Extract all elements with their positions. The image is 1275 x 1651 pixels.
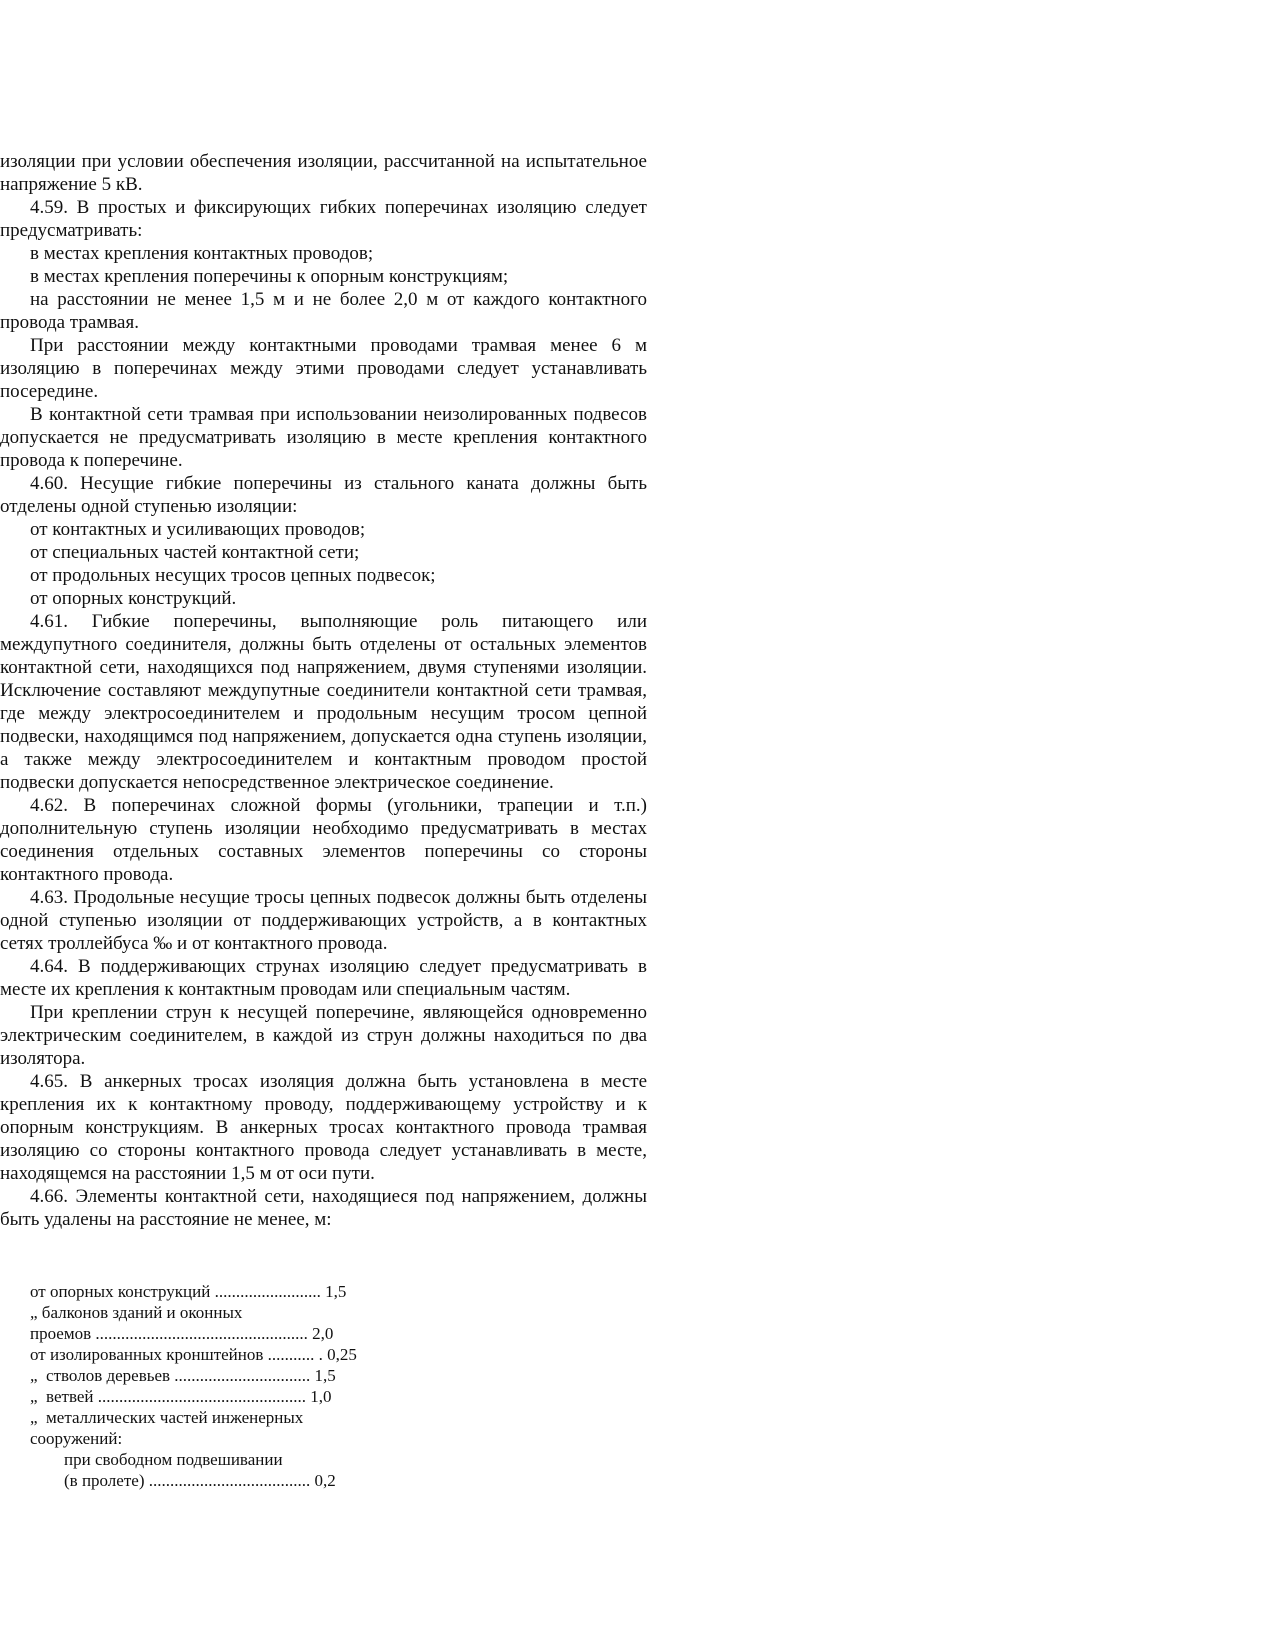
distance-row: от изолированных кронштейнов ........... . 0,25 — [30, 1345, 357, 1364]
paragraph: от контактных и усиливающих проводов; — [30, 519, 366, 540]
paragraph: 4.64. В поддерживающих струнах изоляцию следует предусматривать в месте их крепления к контактным проводам или специальным частям. — [0, 956, 647, 1000]
paragraph: 4.61. Гибкие поперечины, выполняющие роль питающего или междупутного соединителя, должны быть отделены от остальных элементов контактной сети, находящихся под напряжением, двумя ступенями изоляции. Исключение составляют междупутные соединители контактной сети трамвая, где между электросоединителем и продольным несущим тросом цепной подвески, находящимся под напряжением, допускается одна ступень изоляции, а также между электросоединителем и контактным проводом простой подвески допускается непосредственное электрическое соединение. — [0, 611, 647, 793]
distance-row: сооружений: — [30, 1429, 123, 1448]
distance-row: при свободном подвешивании — [64, 1450, 283, 1469]
distance-row: „ балконов зданий и оконных — [30, 1303, 243, 1322]
distance-row: (в пролете) ...................................... 0,2 — [64, 1471, 336, 1490]
paragraph: от опорных конструкций. — [30, 588, 237, 609]
paragraph: от специальных частей контактной сети; — [30, 542, 360, 563]
paragraph: на расстоянии не менее 1,5 м и не более 2,0 м от каждого контактного провода трамвая. — [0, 289, 647, 333]
main-text-column — [0, 150, 647, 1231]
paragraph: 4.65. В анкерных тросах изоляция должна быть установлена в месте крепления их к контактному проводу, поддерживающему устройству и к опорным конструкциям. В анкерных тросах контактного провода трамвая изоляцию со стороны контактного провода следует устанавливать в месте, находящемся на расстоянии 1,5 м от оси пути. — [0, 1071, 647, 1184]
paragraph: При креплении струн к несущей поперечине, являющейся одновременно электрическим соединителем, в каждой из струн должны находиться по два изолятора. — [0, 1002, 647, 1069]
distance-row: „ металлических частей инженерных — [30, 1408, 304, 1427]
paragraph: При расстоянии между контактными проводами трамвая менее 6 м изоляцию в поперечинах между этими проводами следует устанавливать посередине. — [0, 335, 647, 402]
distance-row: проемов .................................................. 2,0 — [30, 1324, 334, 1343]
paragraph: от продольных несущих тросов цепных подвесок; — [30, 565, 436, 586]
paragraph: 4.59. В простых и фиксирующих гибких поперечинах изоляцию следует предусматривать: — [0, 197, 647, 241]
paragraph: 4.62. В поперечинах сложной формы (угольники, трапеции и т.п.) дополнительную ступень изоляции необходимо предусматривать в местах соединения отдельных составных элементов поперечины со стороны контактного провода. — [0, 795, 647, 885]
distance-row: „ стволов деревьев ................................ 1,5 — [30, 1366, 336, 1385]
paragraph: изоляции при условии обеспечения изоляции, рассчитанной на испытательное напряжение 5 кВ. — [0, 151, 647, 195]
distance-list — [30, 1281, 357, 1491]
distance-row: от опорных конструкций ......................... 1,5 — [30, 1282, 347, 1301]
distance-row: „ ветвей ................................................. 1,0 — [30, 1387, 332, 1406]
paragraph: в местах крепления контактных проводов; — [30, 243, 374, 264]
paragraph: 4.63. Продольные несущие тросы цепных подвесок должны быть отделены одной ступенью изоляции от поддерживающих устройств, а в контактных сетях троллейбуса ‰ и от контактного провода. — [0, 887, 647, 954]
paragraph: 4.66. Элементы контактной сети, находящиеся под напряжением, должны быть удалены на расстояние не менее, м: — [0, 1186, 647, 1230]
paragraph: В контактной сети трамвая при использовании неизолированных подвесов допускается не предусматривать изоляцию в месте крепления контактного провода к поперечине. — [0, 404, 647, 471]
paragraph: 4.60. Несущие гибкие поперечины из стального каната должны быть отделены одной ступенью изоляции: — [0, 473, 647, 517]
paragraph: в местах крепления поперечины к опорным конструкциям; — [30, 266, 509, 287]
